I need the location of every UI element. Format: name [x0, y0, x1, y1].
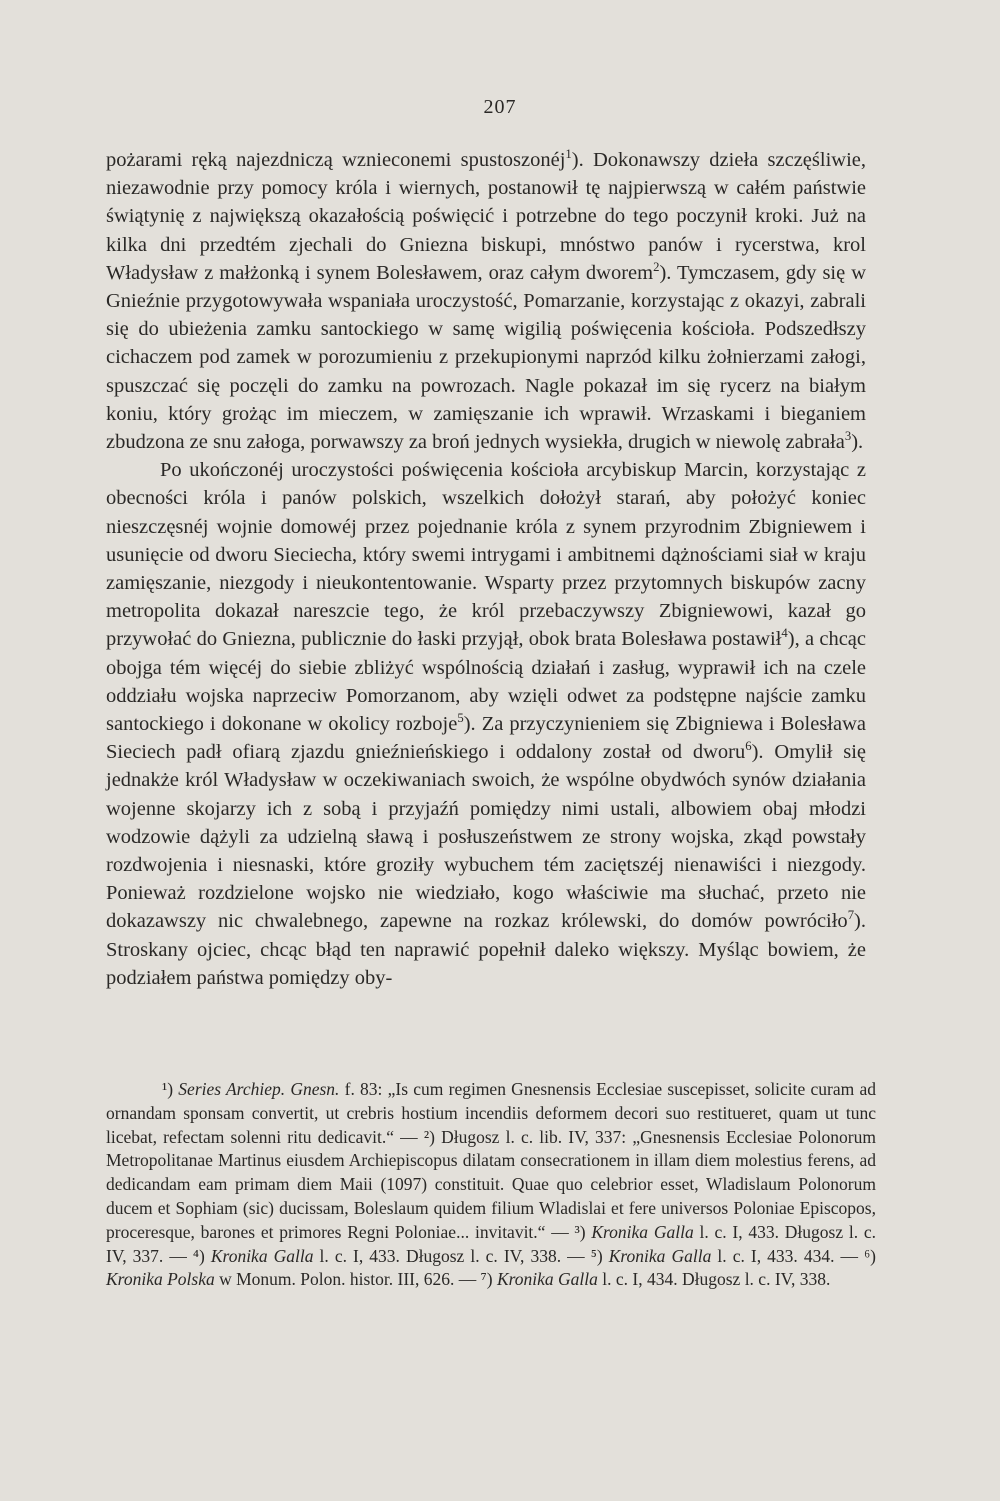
footnote-block [106, 1078, 876, 1292]
footnote-ref-6: 6 [745, 739, 752, 754]
footnote-ref-5: 5 [457, 711, 464, 726]
text-run: ). Dokonawszy dzieła szczęśliwie, niezawodnie przy pomocy króla i wiernych, postanowił tę najpierwszą w całém państwie świątynię z największą okazałością poświęcić i potrzebne do tego poczynił kroki. Już na kilka dni przedtém zjechali do Gniezna biskupi, mnóstwo panów i rycerstwa, krol Władysław z małżonką i synem Bolesławem, oraz całym dworem [106, 149, 866, 284]
footnotes [106, 1078, 876, 1292]
footnote-source: Kronika Galla [496, 1269, 598, 1290]
text-run: ), a chcąc obojga tém więcéj do siebie zbliżyć wspólnością działań i zasług, wyprawił ich na czele oddziału wojska naprzeciw Pomorzanom, aby wzięli odwet za podstępne najście zamku santockiego i dokonane w okolicy rozboje [106, 628, 866, 736]
footnote-source: Kronika Galla [608, 1245, 712, 1266]
footnote-ref-1: 1 [565, 147, 572, 162]
main-text [106, 146, 866, 992]
footnote-source: Series Archiep. Gnesn. [178, 1079, 340, 1099]
footnote-text-4: l. c. I, 433. Długosz l. c. IV, 338. — [313, 1245, 591, 1266]
footnote-marker-1: ¹) [162, 1079, 179, 1099]
footnote-source: Kronika Polska [106, 1269, 215, 1290]
text-run: pożarami ręką najezdniczą wznieconemi spustoszonéj [106, 149, 566, 171]
text-run: ). Za przyczynieniem się Zbigniewa i Bolesława Sieciech padł ofiarą zjazdu gnieźnieńskiego i oddalony został od dworu [106, 713, 866, 764]
text-run: ). Stroskany ojciec, chcąc błąd ten naprawić popełnił daleko większy. Myśląc bowiem, że podziałem państwa pomiędzy oby- [106, 910, 866, 989]
footnote-marker-4: ⁴) [192, 1245, 211, 1266]
footnote-source: Kronika Galla [210, 1245, 314, 1266]
footnote-text-7: l. c. I, 434. Długosz l. c. IV, 338. [597, 1269, 831, 1290]
paragraph-2 [106, 456, 866, 992]
footnote-text-6: w Monum. Polon. histor. III, 626. — [214, 1269, 481, 1290]
text-run: Po ukończonéj uroczystości poświęcenia kościoła arcybiskup Marcin, korzystając z obecności króla i panów polskich, wszelkich dołożył starań, aby położyć koniec nieszczęsnéj wojnie domowéj przez pojednanie króla z synem przyrodnim Zbigniewem i usunięcie od dworu Sieciecha, który swemi intrygami i ambitnemi dążnościami siał w kraju zamięszanie, niezgody i nieukontentowanie. Wsparty przez przytomnych biskupów zacny metropolita dokazał nareszcie tego, że król przebaczywszy Zbigniewowi, kazał go przywołać do Gniezna, publicznie do łaski przyjął, obok brata Bolesława postawił [106, 459, 866, 651]
paragraph-1 [106, 146, 866, 456]
page-number: 207 [483, 96, 517, 118]
footnote-source: Kronika Galla [591, 1221, 694, 1242]
footnote-marker-3: ³) [574, 1221, 592, 1242]
footnote-text-5: l. c. I, 433. 434. — [711, 1245, 865, 1266]
text-run: ). [851, 431, 864, 454]
footnote-marker-6: ⁶) [864, 1245, 876, 1266]
footnote-ref-4: 4 [781, 626, 788, 641]
text-run: ). Tymczasem, gdy się w Gnieźnie przygotowywała wspaniała uroczystość, Pomarzanie, korzystając z okazyi, zabrali się do ubieżenia zamku santockiego w samę wigilią poświęcenia kościoła. Podszedłszy cichaczem pod zamek w porozumieniu z przekupionymi naprzód kilku żołnierzami załogi, spuszczać się poczęli do zamku na powrozach. Nagle pokazał im się rycerz na białym koniu, który grożąc im mieczem, w zamięszanie ich wprawił. Wrzaskami i bieganiem zbudzona ze snu załoga, porwawszy za broń jednych wysiekła, drugich w niewolę zabrała [106, 261, 866, 454]
footnote-text-3: l. c. I, 433. Długosz l. c. IV, 337. — [106, 1221, 877, 1266]
footnote-ref-3: 3 [844, 429, 852, 444]
footnote-ref-2: 2 [653, 259, 660, 274]
text-run: ). Omylił się jednakże król Władysław w oczekiwaniach swoich, że wspólne obydwóch synów działania wojenne skojarzy ich z sobą i przyjaźń pomiędzy nimi ustali, albowiem obaj młodzi wodzowie dążyli za udzielną sławą i posłuszeństwem ze strony wojska, zkąd powstały rozdwojenia i niesnaski, które groziły wybuchem tém zaciętszéj nienawiści i niezgody. Ponieważ rozdzielone wojsko nie wiedziało, kogo właściwie ma słuchać, przeto nie dokazawszy nic chwalebnego, zapewne na rozkaz królewski, do domów powróciło [106, 741, 867, 933]
footnote-ref-7: 7 [847, 908, 855, 923]
footnote-marker-7: ⁷) [480, 1269, 497, 1290]
footnote-marker-2: ²) [423, 1126, 442, 1147]
footnote-text-2: Długosz l. c. lib. IV, 337: „Gnesnensis Ecclesiae Polonorum Metropolitanae Martinus eiusdem Archiepiscopus dilatam consecrationem in illam diem molestius ferens, ad dedicandam eam primam diem Maii (1097) constituit. Quae quo celebrior esset, Wladislaum Polonorum ducem et Sophiam (sic) ducissam, Boleslaum quidem filium Wladislai et fere universos Poloniae Episcopos, proceresque, barones et primores Regni Poloniae... invitavit.“ — [106, 1126, 876, 1242]
footnote-marker-5: ⁵) [590, 1245, 609, 1266]
footnote-text-1: f. 83: „Is cum regimen Gnesnensis Ecclesiae suscepisset, solicite curam ad ornandam sponsam convertit, ut crebris hostium incendiis deformem decori suo restitueret, quam ut tunc licebat, refectam solenni ritu dedicavit.“ — [106, 1079, 876, 1147]
